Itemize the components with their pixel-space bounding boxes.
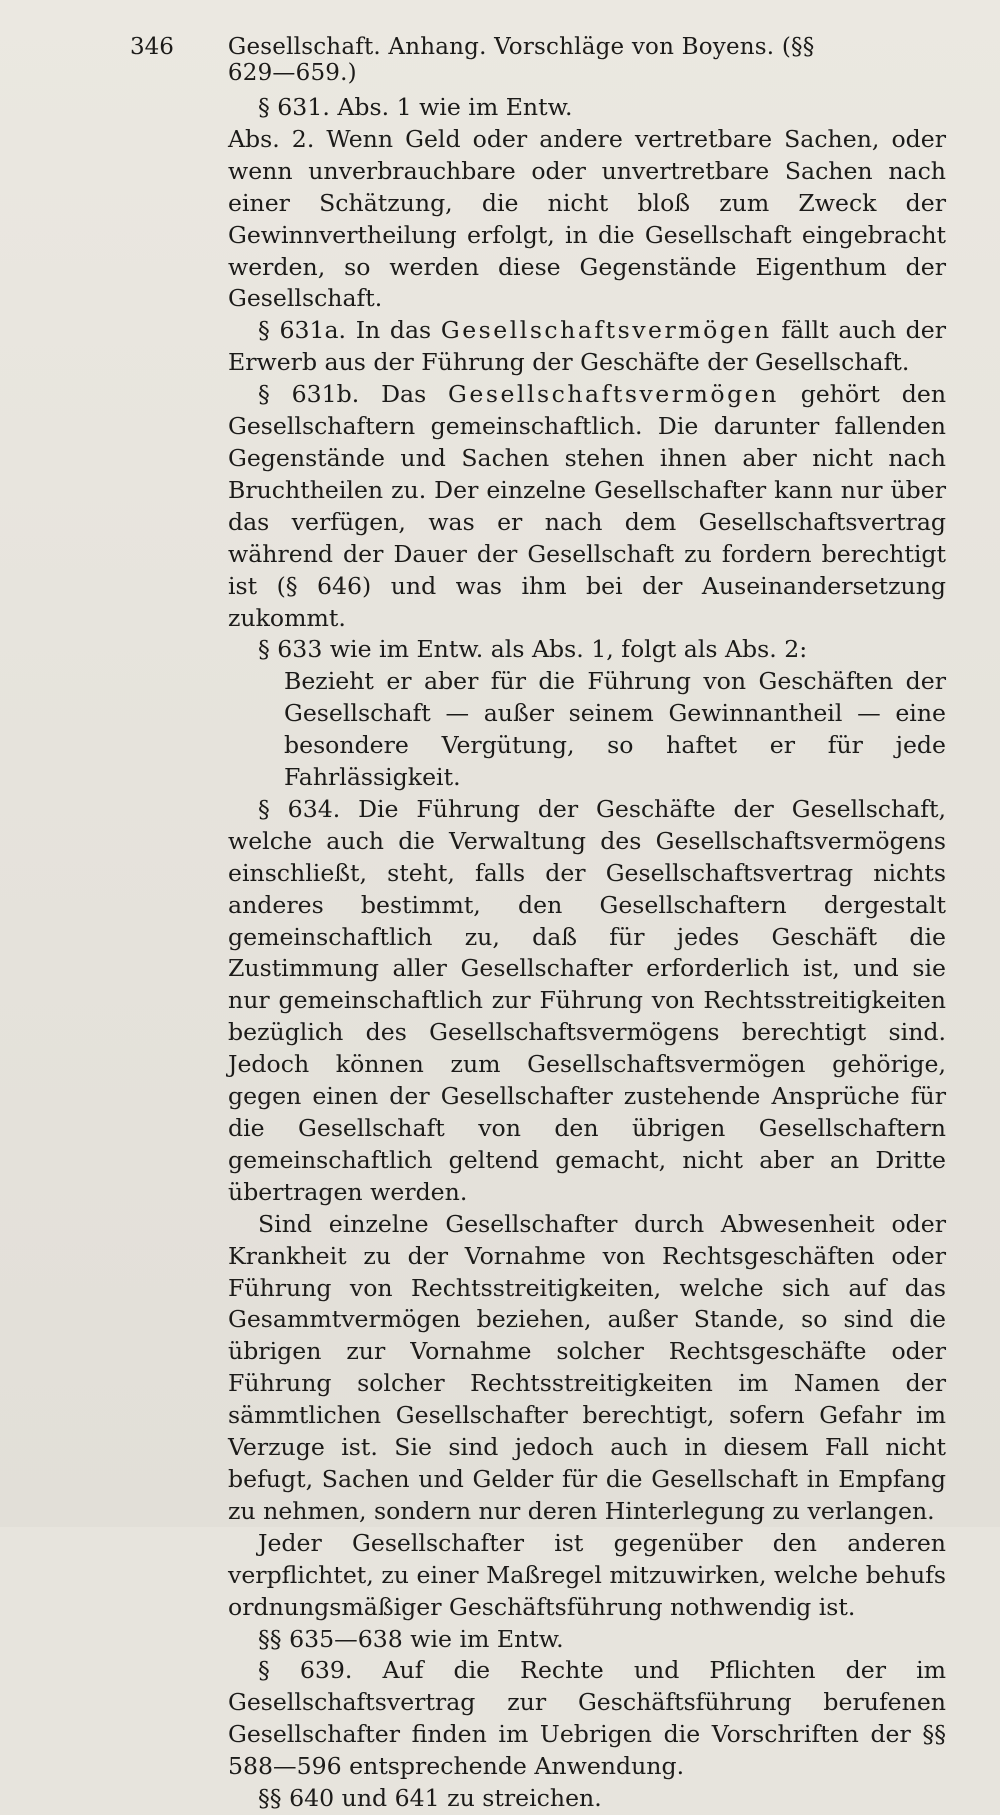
paragraph-640-641: §§ 640 und 641 zu streichen. (258, 1784, 602, 1813)
paragraph-631: § 631. Abs. 1 wie im Entw. (258, 93, 573, 121)
paragraph-639: § 639. Auf die Rechte und Pflichten der im Gesellschaftsvertrag zur Geschäftsführung berufenen Gesellschafter finden im Uebrigen die Vorschriften der §§ 588—596 entsprechende Anwendung. (228, 1656, 946, 1781)
paragraph-631-abs2: Abs. 2. Wenn Geld oder andere vertretbare Sachen, oder wenn unverbrauchbare oder unvertretbare Sachen nach einer Schätzung, die nicht bloß zum Zweck der Gewinnvertheilung erfolgt, in die Gesellschaft eingebracht werden, so werden diese Gegenstände Eigenthum der Gesellschaft. (228, 124, 946, 313)
paragraph-631b-rest: gehört den Gesellschaftern gemeinschaftlich. Die darunter fallenden Gegenstände und Sachen stehen ihnen aber nicht nach Bruchtheilen zu. Der einzelne Gesellschafter kann nur über das verfügen, was er nach dem Gesellschaftsvertrag während der Dauer der Gesellschaft zu fordern berechtigt ist (§ 646) und was ihm bei der Auseinandersetzung zukommt. (228, 380, 947, 632)
paragraph-631b-lead: § 631b. Das (258, 380, 427, 409)
paragraph-634-abs2: Sind einzelne Gesellschafter durch Abwesenheit oder Krankheit zu der Vornahme von Rechtsgeschäften oder Führung von Rechtsstreitigkeiten, welche sich auf das Gesammtvermögen beziehen, außer Stande, so sind die übrigen zur Vornahme solcher Rechtsgeschäfte oder Führung solcher Rechtsstreitigkeiten im Namen der sämmtlichen Gesellschafter berechtigt, sofern Gefahr im Verzuge ist. Sie sind jedoch auch in diesem Fall nicht befugt, Sachen und Gelder für die Gesellschaft in Empfang zu nehmen, sondern nur deren Hinterlegung zu verlangen. (228, 1209, 946, 1525)
paragraph-634: § 634. Die Führung der Geschäfte der Gesellschaft, welche auch die Verwaltung des Gesellschaftsvermögens einschließt, steht, falls der Gesellschaftsvertrag nichts anderes bestimmt, den Gesellschaftern dergestalt gemeinschaftlich zu, daß für jedes Geschäft die Zustimmung aller Gesellschafter erforderlich ist, und sie nur gemeinschaftlich zur Führung von Rechtsstreitigkeiten bezüglich des Gesellschaftsvermögens berechtigt sind. Jedoch können zum Gesellschaftsvermögen gehörige, gegen einen der Gesellschafter zustehende Ansprüche für die Gesellschaft von den übrigen Gesellschaftern gemeinschaftlich geltend gemacht, nicht aber an Dritte übertragen werden. (228, 794, 946, 1206)
paragraph-633: § 633 wie im Entw. als Abs. 1, folgt als Abs. 2: (258, 635, 808, 664)
paragraph-633-abs2: Bezieht er aber für die Führung von Geschäften der Gesellschaft — außer seinem Gewinnantheil — eine besondere Vergütung, so haftet er für jede Fahrlässigkeit. (284, 667, 946, 792)
spaced-term: Gesellschaftsvermögen (448, 380, 779, 409)
paragraph-634-abs3: Jeder Gesellschafter ist gegenüber den anderen verpflichtet, zu einer Maßregel mitzuwirken, welche behufs ordnungsmäßiger Geschäftsführung nothwendig ist. (228, 1528, 946, 1621)
page-body (228, 92, 946, 1815)
page-header (130, 34, 860, 86)
paragraph-631b (228, 379, 946, 634)
paragraph-631a-rest: fällt auch der Erwerb aus der Führung der Geschäfte der Gesellschaft. (228, 316, 947, 377)
paragraph-631a (228, 315, 946, 379)
spaced-term: Gesellschaftsvermögen (440, 316, 772, 345)
page-number: 346 (130, 34, 174, 60)
running-title: Gesellschaft. Anhang. Vorschläge von Boyens. (§§ 629—659.) (227, 34, 815, 86)
paragraph-635-638: §§ 635—638 wie im Entw. (258, 1624, 564, 1653)
paragraph-631a-lead: § 631a. In das (258, 316, 432, 345)
